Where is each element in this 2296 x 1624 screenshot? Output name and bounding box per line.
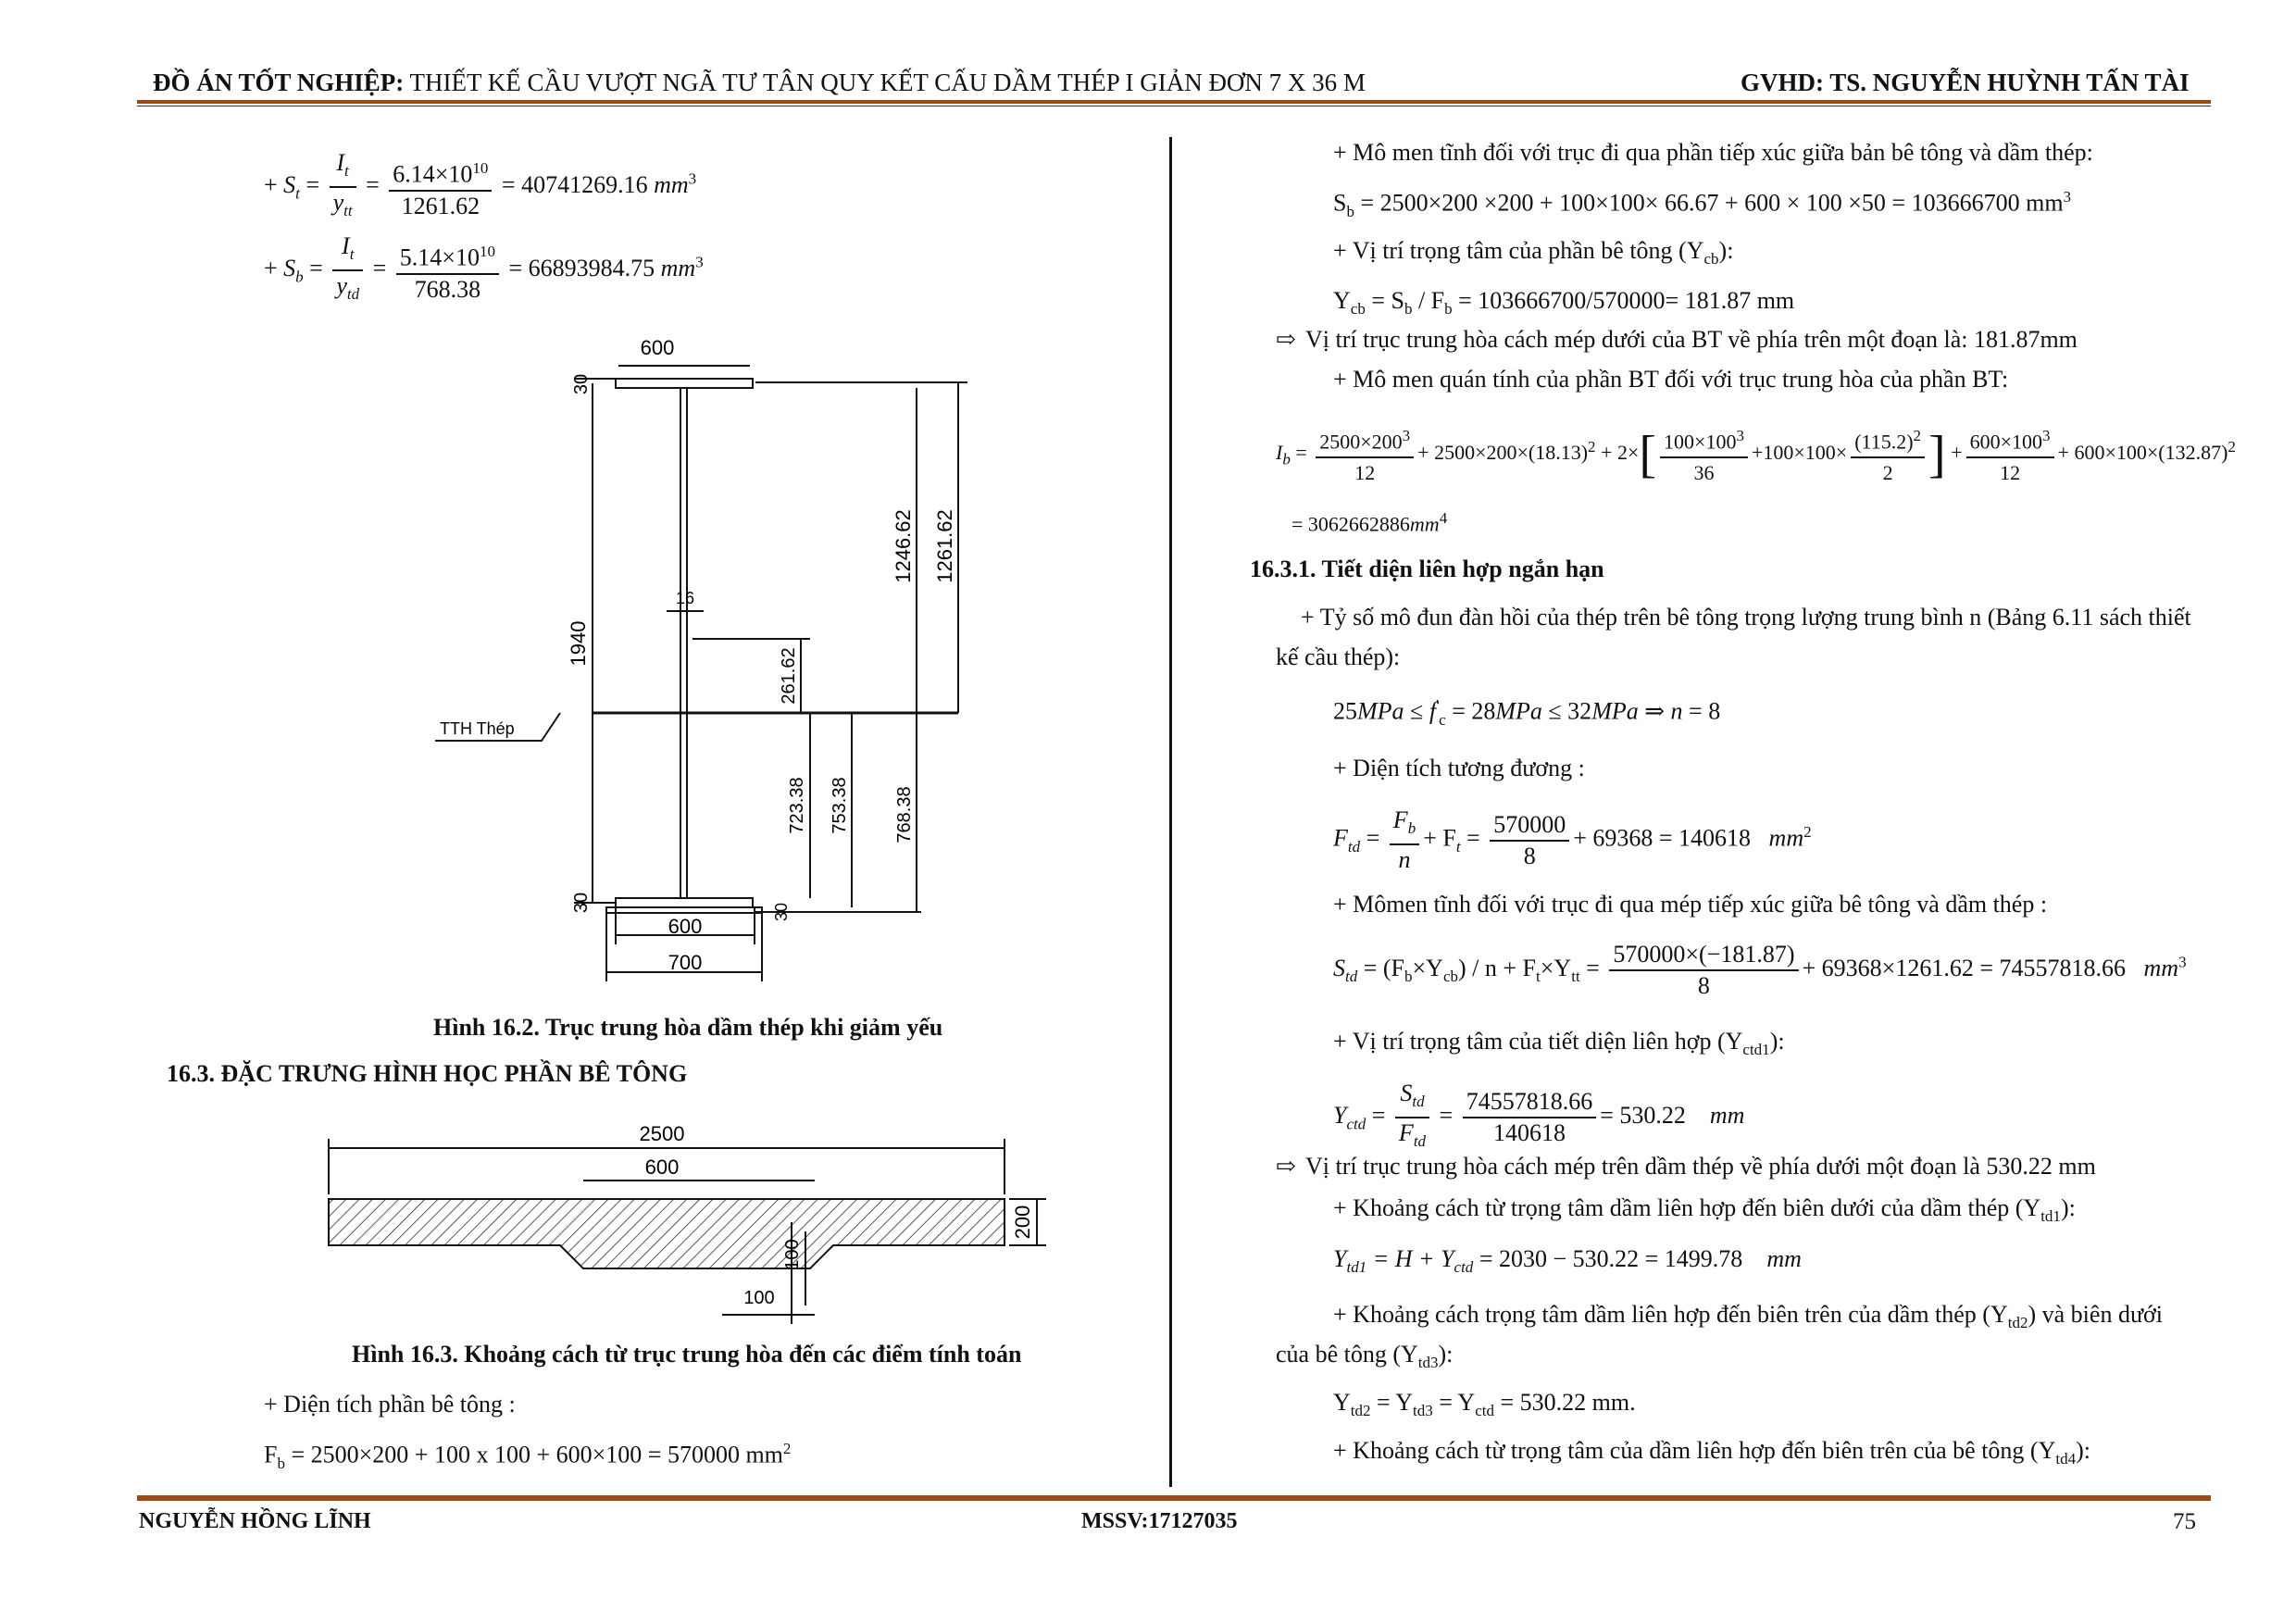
dim-label-bottom-flange: 600 [668,915,703,938]
dim-label-width: 2500 [639,1122,685,1145]
eq-ytd1: $Y_{td1} = H + Y_{ctd} = 2030 - 530.22 = 1499.78$ mm [1333,1245,1802,1277]
header-title-label: ĐỒ ÁN TỐT NGHIỆP: [153,69,405,96]
dim-label-753: 753.38 [830,777,850,834]
dim-label-1246: 1246.62 [892,509,915,583]
figure-16-3-concrete-slab [306,1106,1065,1329]
figure-16-2-caption: Hình 16.2. Trục trung hòa dầm thép khi giảm yếu [433,1014,943,1041]
r-p6: + Mô men quán tính của phần BT đối với trục trung hòa của phần BT: [1333,366,2009,393]
r-p10: + Vị trí trọng tâm của tiết diện liên hợp $(Y_{ctd1})$: [1333,1028,1785,1059]
neutral-axis-tag: TTH Thép [440,719,515,738]
eq-sb: + $S_b$ = $\frac{I_t}{y_{td}}$ = $\frac{5.14\times 10^{10}}{768.38}$ = 66893984.75 $mm^3$ [264,232,704,304]
r-p11: ⇨ Vị trí trục trung hòa cách mép trên dầm thép về phía dưới một đoạn là 530.22 mm [1276,1153,2096,1180]
dim-label-haunch-run: 100 [743,1288,775,1308]
area-label: + Diện tích phần bê tông : [264,1391,516,1418]
r-p12: + Khoảng cách từ trọng tâm dầm liên hợp đến biên dưới của dầm thép $(Y_{td1})$: [1333,1194,2076,1226]
r-p2: $S_b = 2500\times 200 \times 200 + 100\times 100\times 66.67 + 600 \times 100 \times 50 = 103666700$ $mm^3$ [1333,188,2072,220]
r-p4: $Y_{cb} = S_b / F_b = 103666700/570000= 181.87$ mm [1333,287,1795,319]
bottom-flange [616,898,753,907]
section-title-16-3: 16.3. ĐẶC TRƯNG HÌNH HỌC PHẦN BÊ TÔNG [167,1060,688,1087]
dim-label-261: 261.62 [779,647,799,705]
dim-label-web: 16 [675,589,695,607]
r-p13: + Khoảng cách trọng tâm dầm liên hợp đến biên trên của dầm thép $(Y_{td2})$ và biên dưới [1333,1301,2164,1332]
header-title-text: THIẾT KẾ CẦU VƯỢT NGÃ TƯ TÂN QUY KẾT CẤU DẦM THÉP I GIẢN ĐƠN 7 X 36 M [404,69,1366,96]
dim-label-768: 768.38 [894,786,915,843]
footer-rule [137,1495,2211,1501]
r-p9: + Mômen tĩnh đối với trục đi qua mép tiếp xúc giữa bê tông và dầm thép : [1333,891,2048,918]
dim-label-thickness: 200 [1011,1205,1034,1240]
subsection-16-3-1: 16.3.1. Tiết diện liên hợp ngắn hạn [1250,556,1604,582]
arrow-icon: ⇨ [1276,326,1296,353]
slab-section [329,1199,1004,1268]
eq-ftd: $F_{td}$ = $\frac{F_b}{n}$ + $F_t$ = $\frac{570000}{8}$ + 69368 = 140618 $mm^2$ [1333,806,1812,874]
dim-label-723: 723.38 [787,777,807,834]
r-p7: + Tỷ số mô đun đàn hồi của thép trên bê tông trọng lượng trung bình n (Bảng 6.11 sách thiết [1301,604,2191,631]
footer-student-id: MSSV:17127035 [1081,1509,1238,1533]
r-p3: + Vị trí trọng tâm của phần bê tông $(Y_{cb})$: [1333,237,1734,269]
page-number: 75 [2173,1509,2196,1534]
dim-label-top-flange: 600 [640,336,675,359]
dim-label-height: 1940 [567,620,590,667]
r-p14: $Y_{td2} = Y_{td3} = Y_{ctd} = 530.22$ mm. [1333,1389,1636,1420]
r-p13b: của bê tông $(Y_{td3})$: [1276,1341,1454,1372]
eq-ib-result: = $3062662886mm^4$ [1292,509,1448,536]
dim-label-haunch-height: 100 [782,1239,803,1270]
header-supervisor: GVHD: TS. NGUYỄN HUỲNH TẤN TÀI [1741,69,2190,96]
column-divider [1169,137,1172,1487]
arrow-icon: ⇨ [1276,1153,1296,1180]
bottom-cover-plate [606,907,762,913]
eq-ib: $I_b$ = $\frac{2500\times 200^3}{12}$ + $2500\times 200\times(18.13)^2 + 2\times$[ $\frac{100\times 100^3}{36}$ +100×100× $\frac{(115.2)^2}{2}$ ] + $\frac{600\times 100^3}{12}$ + $600\times 100\times(132.87)^2$ [1276,421,2236,488]
r-p8: + Diện tích tương đương : [1333,755,1585,781]
eq-st: + $S_t$ = $\frac{I_t}{y_{tt}}$ = $\frac{6.14\times 10^{10}}{1261.62}$ = 40741269.16 $mm^3$ [264,149,697,220]
dim-label-haunch: 600 [644,1156,680,1179]
eq-yctd: $Y_{ctd}$ = $\frac{S_{td}}{F_{td}}$ = $\frac{74557818.66}{140618}$ = 530.22 mm [1333,1080,1745,1151]
eq-n: $25MPa \le f'_c = 28MPa \le 32MPa$ ⇒ n = 8 [1333,696,1721,729]
top-flange [616,379,753,388]
header-title [153,69,1366,97]
footer-author: NGUYỄN HỒNG LĨNH [139,1509,371,1533]
dim-label-1261: 1261.62 [933,509,956,583]
figure-16-3-caption: Hình 16.3. Khoảng cách từ trục trung hòa đến các điểm tính toán [352,1341,1022,1368]
r-p5: ⇨ Vị trí trục trung hòa cách mép dưới của BT về phía trên một đoạn là: 181.87mm [1276,326,2078,353]
r-p15: + Khoảng cách từ trọng tâm của dầm liên hợp đến biên trên của bê tông $(Y_{td4})$: [1333,1437,2090,1468]
header-rule [137,100,2211,104]
r-p1: + Mô men tĩnh đối với trục đi qua phần tiếp xúc giữa bản bê tông và dầm thép: [1333,139,2093,166]
dim-label-t-bot2: 30 [772,902,791,922]
dim-label-t-top: 30 [571,373,592,395]
eq-std: $S_{td} = (F_b\times Y_{cb}) / n + F_t\times Y_{tt}$ = $\frac{570000\times(-181.87)}{8}$ + 69368×1261.62 = 74557818.66 $mm^3$ [1333,941,2187,999]
dim-label-t-bot: 30 [571,892,592,914]
figure-16-2-steel-beam [407,324,1000,991]
area-equation: $F_b = 2500\times 200 + 100$ x 100 + 600×100 = 570000 $mm^2$ [264,1440,792,1472]
r-p7b: kế cầu thép): [1276,643,1401,670]
dim-label-bottom-plate: 700 [668,951,703,974]
